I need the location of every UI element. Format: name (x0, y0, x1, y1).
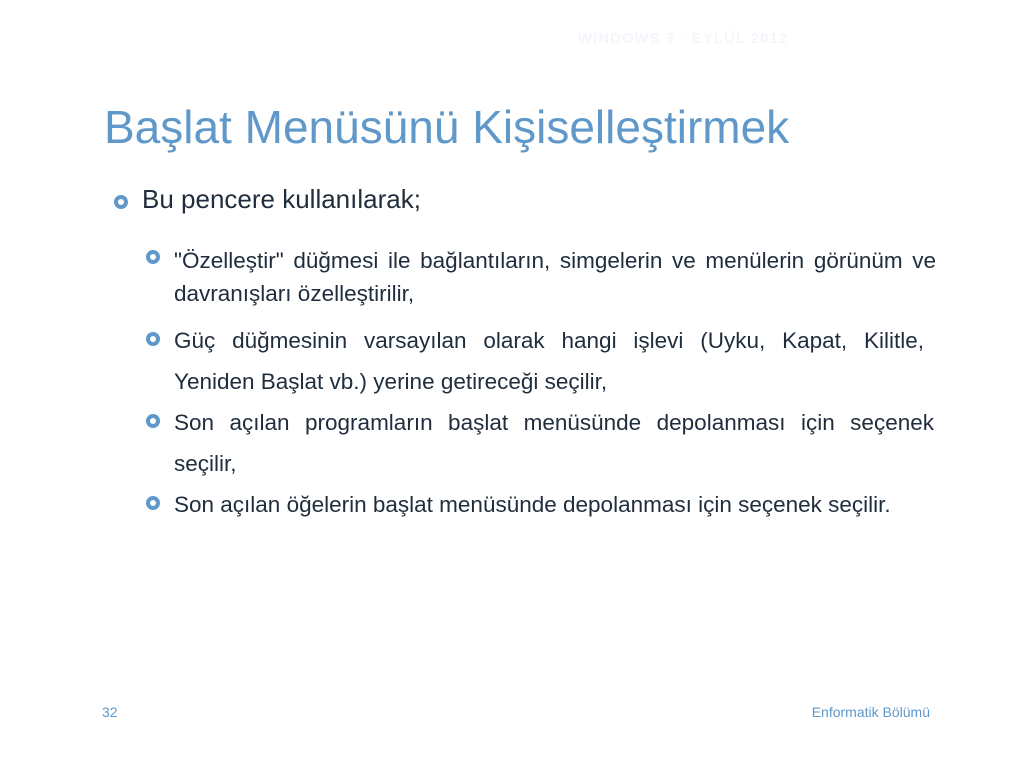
intro-text: Bu pencere kullanılarak; (142, 184, 421, 214)
header-watermark: WINDOWS 7 · EYLÜL 2012 (578, 30, 789, 47)
list-item: Güç düğmesinin varsayılan olarak hangi işlevi (Uyku, Kapat, Kilitle, Yeniden Başlat vb.) yerine getireceği seçilir, (174, 328, 924, 394)
page-number: 32 (102, 704, 118, 720)
bullet-icon (146, 414, 160, 428)
list-item: Son açılan öğelerin başlat menüsünde depolanması için seçenek seçilir. (174, 492, 891, 517)
list-item: "Özelleştir" düğmesi ile bağlantıların, simgelerin ve menülerin görünüm ve davranışları özelleştirilir, (174, 248, 936, 306)
department-label: Enformatik Bölümü (811, 704, 930, 720)
list-item: Son açılan programların başlat menüsünde depolanması için seçenek seçilir, (174, 410, 934, 476)
slide-title: Başlat Menüsünü Kişiselleştirmek (104, 101, 790, 153)
bullet-icon (146, 250, 160, 264)
bullet-icon (114, 195, 128, 209)
bullet-icon (146, 332, 160, 346)
bullet-icon (146, 496, 160, 510)
